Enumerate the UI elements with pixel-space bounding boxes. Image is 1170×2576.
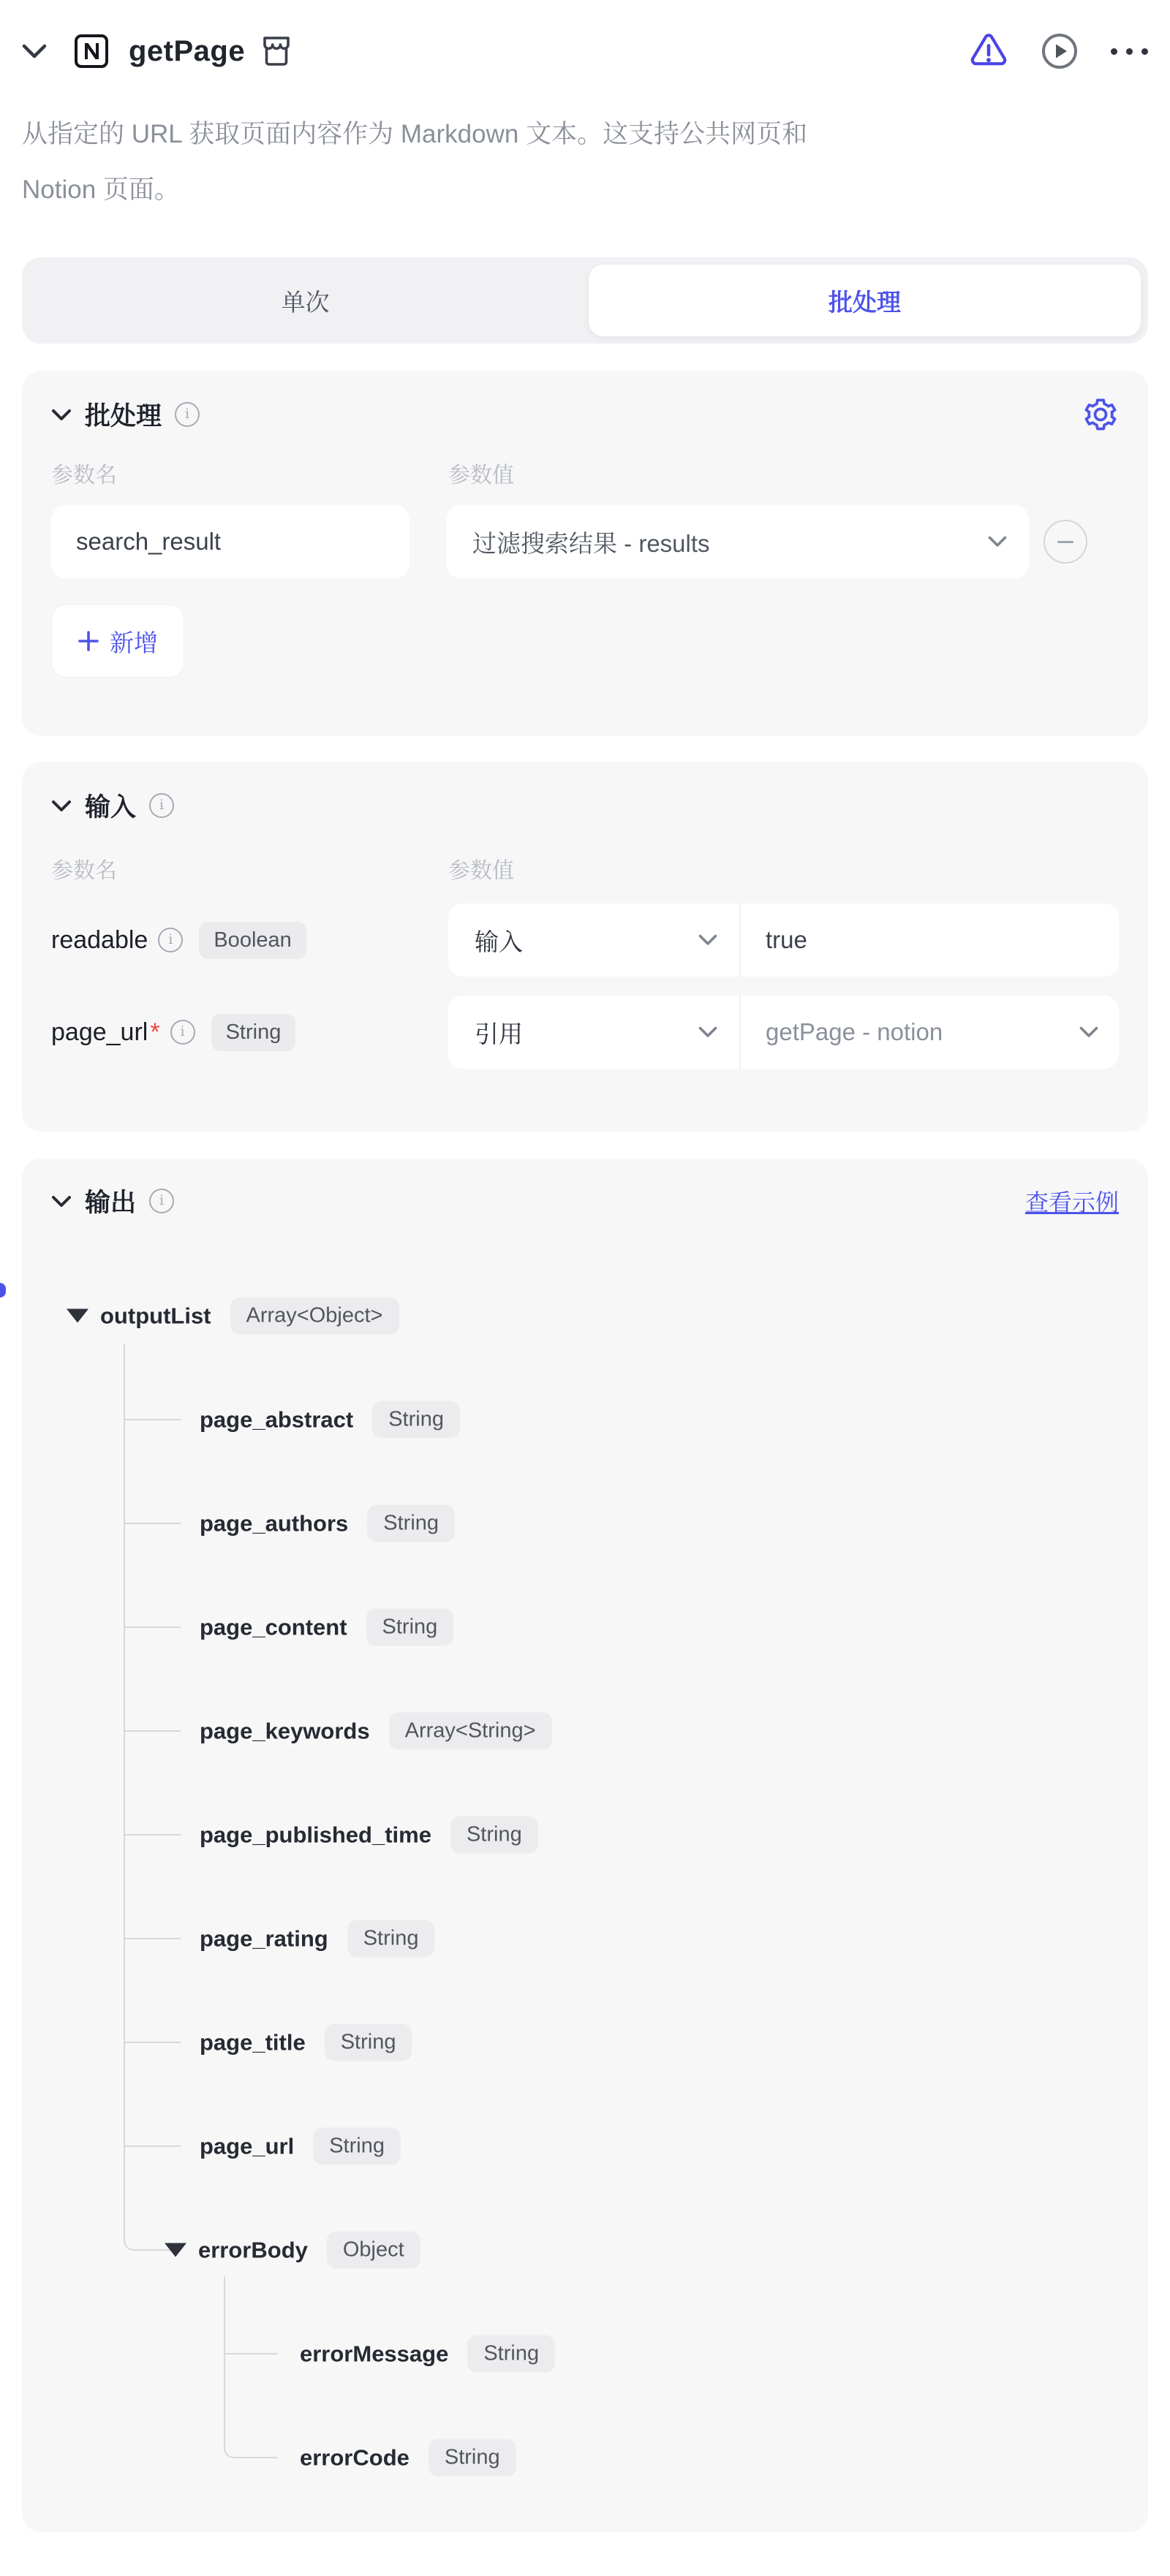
tree-connector (124, 1523, 181, 1524)
plus-icon (78, 630, 99, 652)
type-tag: Array<String> (389, 1713, 552, 1750)
tree-row-errorCode (300, 2439, 516, 2477)
output-section (22, 1159, 1148, 2532)
section-chevron-icon[interactable] (51, 1195, 72, 1208)
type-tag: String (313, 2128, 401, 2165)
section-title: 输出 (85, 1189, 137, 1217)
type-tag: Array<Object> (230, 1298, 399, 1335)
section-title: 输入 (85, 793, 137, 822)
tree-connector (124, 1419, 181, 1420)
notion-icon (73, 33, 110, 69)
more-icon[interactable] (1111, 48, 1148, 55)
tab-single[interactable]: 单次 (281, 288, 330, 316)
field-name: page_keywords (200, 1718, 370, 1743)
chevron-down-icon (1079, 1026, 1098, 1038)
value-text: getPage - notion (766, 1018, 943, 1045)
batch-section (22, 371, 1148, 736)
param-value-select[interactable] (446, 505, 1029, 578)
value-mode-select[interactable] (448, 996, 741, 1069)
tree-row-page_title (200, 2024, 412, 2061)
tree-connector (124, 2042, 181, 2043)
collapse-chevron-icon[interactable] (22, 44, 47, 58)
tree-connector (224, 2276, 225, 2447)
field-name: page_authors (200, 1510, 349, 1536)
field-name: page_rating (200, 1925, 328, 1951)
tree-row-page_content (200, 1609, 453, 1646)
type-tag: String (372, 1401, 460, 1439)
node-port (0, 1283, 6, 1298)
param-value-control (448, 904, 1119, 977)
field-name: page_title (200, 2029, 306, 2055)
type-tag: String (467, 2336, 555, 2373)
tree-connector (124, 2145, 181, 2147)
field-name: errorCode (300, 2444, 410, 2470)
chevron-down-icon (698, 1026, 717, 1038)
mode-text: 输入 (475, 928, 523, 955)
run-icon[interactable] (1041, 32, 1079, 70)
param-value-control (448, 996, 1119, 1069)
tree-row-page_rating (200, 1920, 434, 1958)
param-name-label: 参数名 (51, 859, 117, 883)
collapse-triangle-icon[interactable] (165, 2243, 186, 2257)
tree-row-page_url (200, 2128, 401, 2165)
type-tag: String (347, 1920, 435, 1958)
param-name-label: 参数名 (51, 463, 117, 488)
node-title: getPage (129, 34, 246, 67)
gear-icon[interactable] (1082, 396, 1119, 433)
field-name: page_content (200, 1614, 347, 1640)
tree-row-outputList (67, 1298, 399, 1335)
reference-select[interactable] (741, 996, 1119, 1069)
field-name: page_url (200, 2133, 295, 2159)
info-icon[interactable]: i (175, 402, 200, 427)
batch-param-row (51, 505, 1119, 578)
field-name: page_abstract (200, 1406, 354, 1432)
field-name: errorMessage (300, 2341, 449, 2366)
tree-row-page_published_time (200, 1817, 538, 1854)
type-tag: String (450, 1817, 538, 1854)
add-param-button[interactable] (51, 605, 184, 678)
add-button-label: 新增 (110, 629, 158, 656)
chevron-down-icon (698, 934, 717, 946)
tab-batch[interactable]: 批处理 (829, 288, 901, 316)
warning-icon[interactable] (969, 33, 1008, 69)
field-name: errorBody (198, 2237, 308, 2262)
param-name-input[interactable] (51, 505, 410, 578)
field-name: outputList (100, 1303, 211, 1328)
value-text: true (766, 926, 807, 953)
node-header (22, 26, 1148, 76)
remove-param-button[interactable] (1043, 520, 1087, 564)
required-star: * (150, 1018, 160, 1046)
input-param-row (51, 904, 1119, 977)
tree-row-page_abstract (200, 1401, 460, 1439)
field-name: readable (51, 925, 148, 954)
type-tag: String (325, 2024, 412, 2061)
section-chevron-icon[interactable] (51, 409, 72, 421)
tree-connector (124, 1626, 181, 1628)
chevron-down-icon (988, 536, 1007, 548)
tree-connector (124, 1344, 125, 2240)
field-name: page_url (51, 1018, 148, 1046)
tree-connector (124, 1730, 181, 1732)
info-icon[interactable]: i (149, 1189, 174, 1213)
tree-connector (224, 2447, 278, 2458)
info-icon[interactable]: i (149, 793, 174, 818)
param-value-label: 参数值 (448, 463, 514, 488)
type-tag: String (211, 1014, 296, 1051)
section-title: 批处理 (85, 402, 162, 431)
type-tag: Boolean (199, 922, 306, 959)
param-value-label: 参数值 (448, 859, 514, 883)
tree-connector (124, 1834, 181, 1836)
input-param-row (51, 996, 1119, 1069)
tree-connector (224, 2353, 278, 2355)
tree-row-errorMessage (300, 2336, 555, 2373)
param-name-value: search_result (76, 528, 222, 555)
info-icon[interactable]: i (170, 1020, 195, 1045)
section-chevron-icon[interactable] (51, 800, 72, 812)
type-tag: Object (327, 2232, 420, 2269)
tree-row-errorBody (165, 2232, 420, 2269)
tree-row-page_keywords (200, 1713, 552, 1750)
type-tag: String (367, 1505, 455, 1542)
node-description (22, 107, 1104, 218)
param-value-text: 过滤搜索结果 - results (472, 529, 710, 557)
description-line: Notion 页面。 (22, 175, 180, 204)
type-tag: String (366, 1609, 454, 1646)
input-section (22, 762, 1148, 1132)
output-tree (51, 1272, 1119, 2522)
value-input[interactable] (741, 904, 1119, 977)
tree-row-page_authors (200, 1505, 455, 1542)
minus-icon (1057, 541, 1073, 543)
value-mode-select[interactable] (448, 904, 741, 977)
type-tag: String (429, 2439, 516, 2477)
collapse-triangle-icon[interactable] (67, 1309, 88, 1323)
mode-text: 引用 (475, 1020, 523, 1048)
store-icon (260, 35, 293, 67)
info-icon[interactable]: i (158, 928, 183, 952)
tree-connector (124, 1938, 181, 1939)
view-example-link[interactable]: 查看示例 (1024, 1189, 1119, 1216)
mode-tabs (22, 257, 1148, 344)
field-name: page_published_time (200, 1822, 431, 1847)
description-line: 从指定的 URL 获取页面内容作为 Markdown 文本。这支持公共网页和 (22, 120, 808, 148)
